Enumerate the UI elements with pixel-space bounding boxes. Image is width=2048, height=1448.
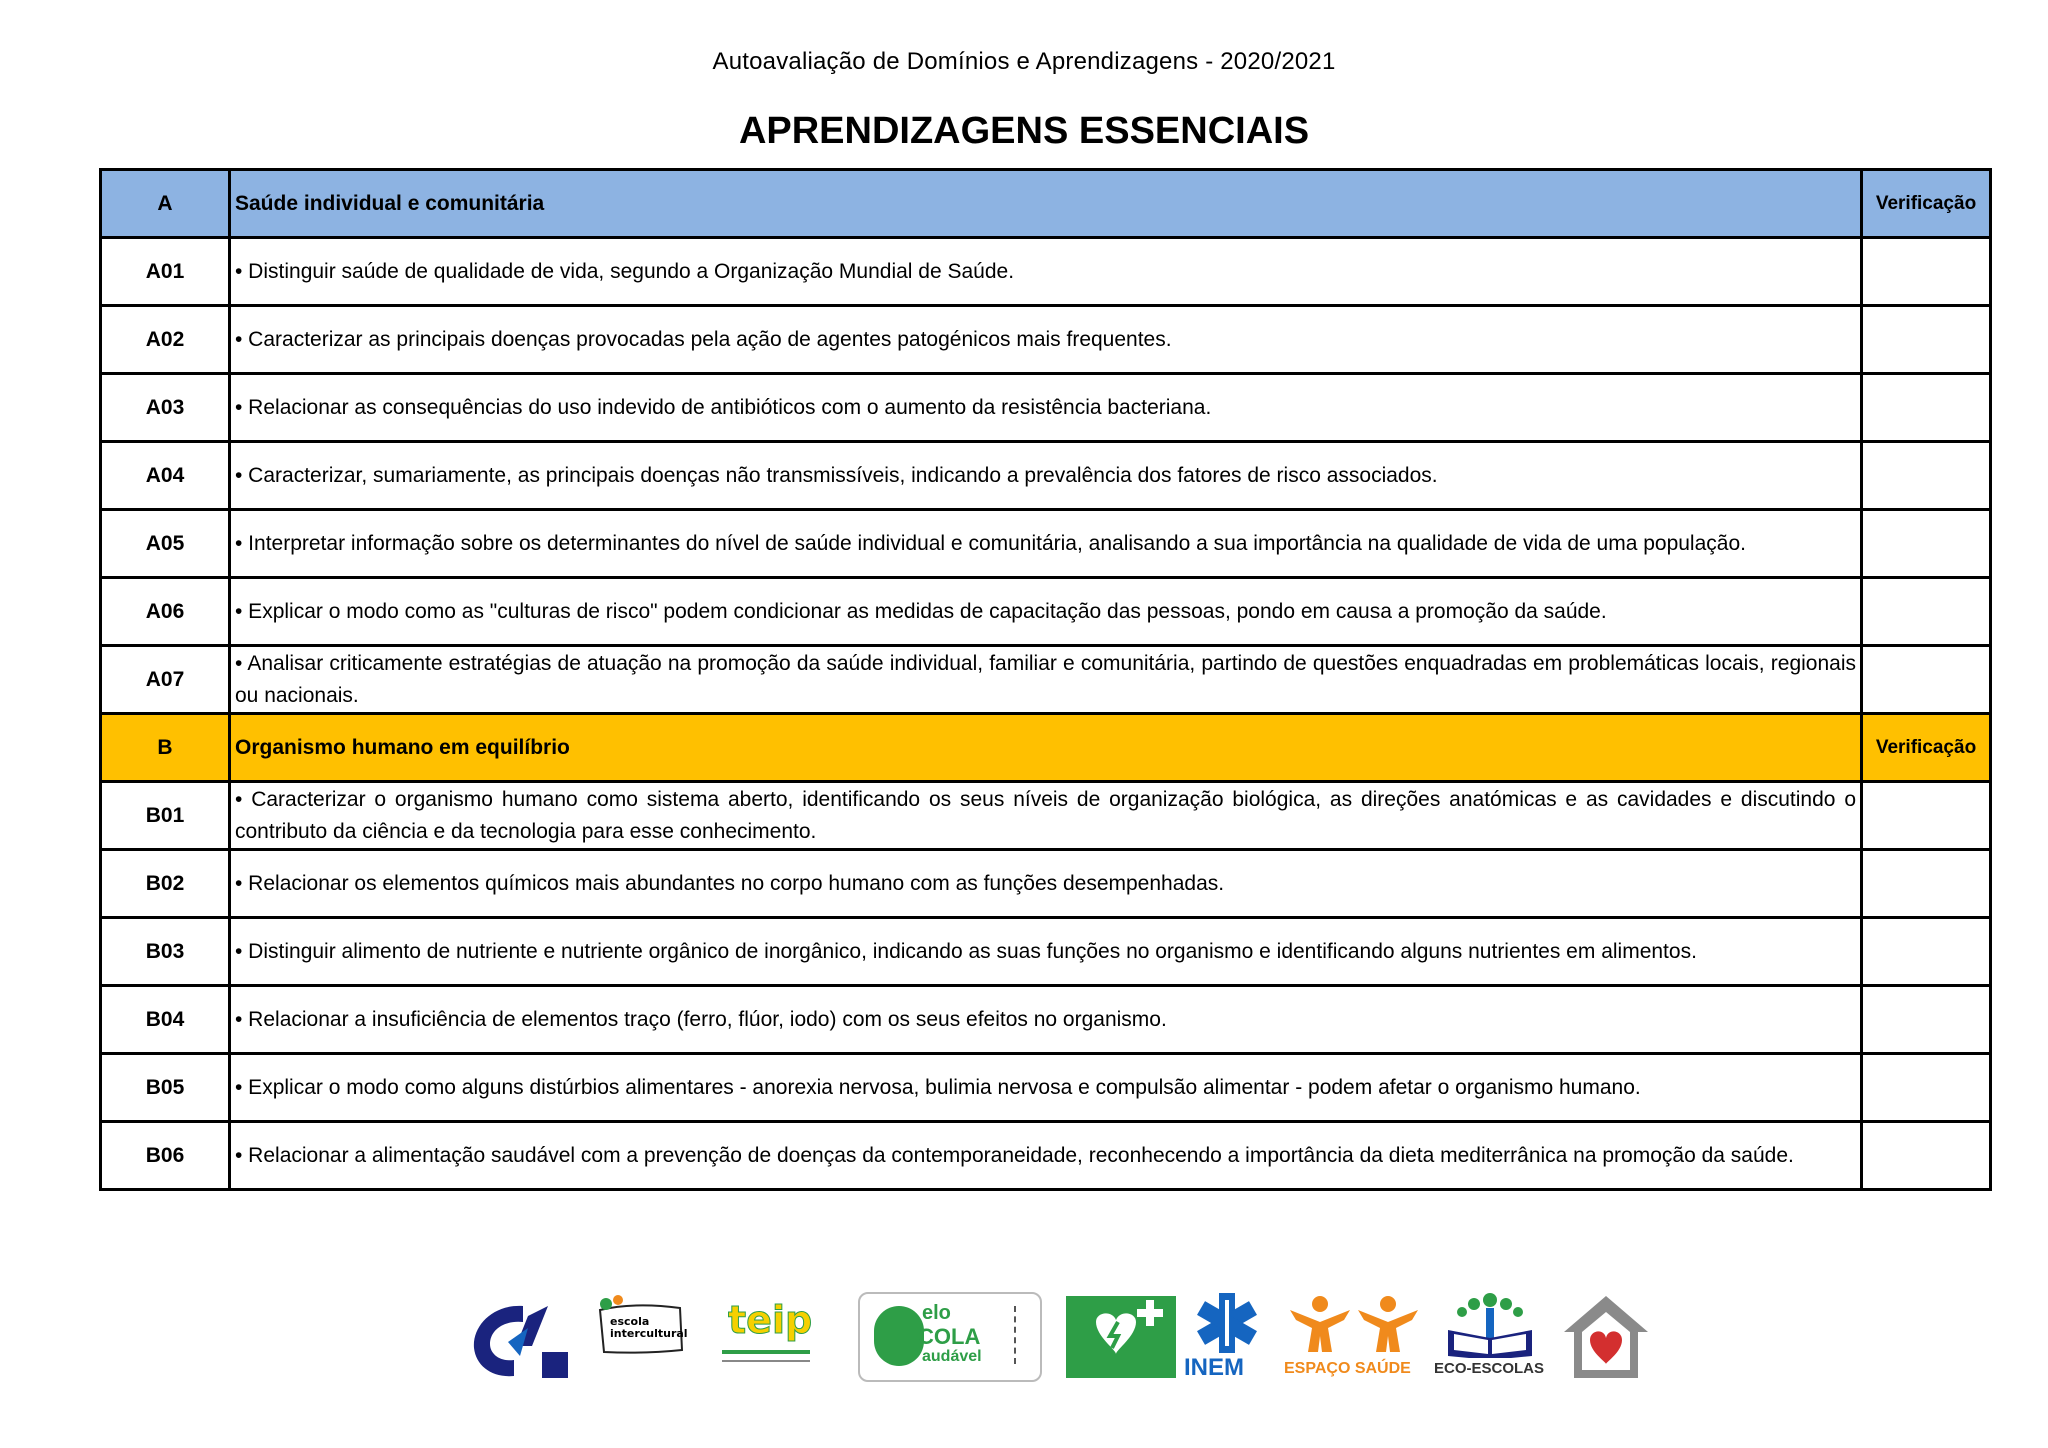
table-row	[101, 374, 1991, 442]
escola-intercultural-logo: escola intercultural	[594, 1290, 690, 1380]
verification-cell[interactable]	[1862, 510, 1991, 578]
table-row	[101, 782, 1991, 850]
house-heart-icon	[1560, 1292, 1652, 1382]
item-description: • Caracterizar, sumariamente, as principais doenças não transmissíveis, indicando a prevalência dos fatores de risco associados.	[230, 442, 1862, 510]
verification-cell[interactable]	[1862, 918, 1991, 986]
section-title: Saúde individual e comunitária	[230, 170, 1862, 238]
table-row	[101, 646, 1991, 714]
item-description: • Distinguir alimento de nutriente e nutriente orgânico de inorgânico, indicando as suas funções no organismo e identificando alguns nutrientes em alimentos.	[230, 918, 1862, 986]
learning-table	[99, 168, 1992, 1191]
item-description: • Relacionar a alimentação saudável com a prevenção de doenças da contemporaneidade, reconhecendo a importância da dieta mediterrânica na promoção da saúde.	[230, 1122, 1862, 1190]
section-title: Organismo humano em equilíbrio	[230, 714, 1862, 782]
table-row	[101, 442, 1991, 510]
verification-cell[interactable]	[1862, 646, 1991, 714]
verification-cell[interactable]	[1862, 374, 1991, 442]
item-code: A05	[101, 510, 230, 578]
item-code: B01	[101, 782, 230, 850]
item-code: A07	[101, 646, 230, 714]
inem-logo: INEM	[1180, 1290, 1274, 1382]
eco-escolas-logo: ECO-ESCOLAS	[1434, 1290, 1546, 1384]
school-group-logo	[468, 1298, 580, 1384]
section-code: B	[101, 714, 230, 782]
table-row	[101, 238, 1991, 306]
section-header-b	[101, 714, 1991, 782]
item-description: • Interpretar informação sobre os determinantes do nível de saúde individual e comunitária, analisando a sua importância na qualidade de vida de uma população.	[230, 510, 1862, 578]
verification-header: Verificação	[1862, 170, 1991, 238]
item-code: B03	[101, 918, 230, 986]
document-subtitle: Autoavaliação de Domínios e Aprendizagens - 2020/2021	[712, 48, 1336, 75]
table-row	[101, 510, 1991, 578]
table-row	[101, 1054, 1991, 1122]
item-code: A03	[101, 374, 230, 442]
item-code: A04	[101, 442, 230, 510]
star-of-life-icon	[1180, 1290, 1274, 1356]
item-description: • Relacionar a insuficiência de elementos traço (ferro, flúor, iodo) com os seus efeitos no organismo.	[230, 986, 1862, 1054]
item-code: A06	[101, 578, 230, 646]
item-description: • Caracterizar o organismo humano como sistema aberto, identificando os seus níveis de organização biológica, as direções anatómicas e as cavidades e discutindo o contributo da ciência e da tecnologia para esse conhecimento.	[230, 782, 1862, 850]
table-row	[101, 1122, 1991, 1190]
verification-cell[interactable]	[1862, 1054, 1991, 1122]
teip-logo: teip	[722, 1298, 810, 1378]
espaco-saude-logo: ESPAÇO SAÚDE	[1284, 1294, 1430, 1384]
logo-strip	[468, 1290, 1658, 1390]
selo-escola-saudavel-logo: elo COLA audável	[858, 1292, 1042, 1382]
verification-cell[interactable]	[1862, 782, 1991, 850]
table-row	[101, 306, 1991, 374]
verification-cell[interactable]	[1862, 850, 1991, 918]
item-code: A02	[101, 306, 230, 374]
section-header-a	[101, 170, 1991, 238]
section-code: A	[101, 170, 230, 238]
tree-book-icon	[1434, 1290, 1546, 1358]
verification-cell[interactable]	[1862, 238, 1991, 306]
item-description: • Distinguir saúde de qualidade de vida, segundo a Organização Mundial de Saúde.	[230, 238, 1862, 306]
verification-cell[interactable]	[1862, 578, 1991, 646]
verification-cell[interactable]	[1862, 442, 1991, 510]
verification-cell[interactable]	[1862, 986, 1991, 1054]
item-description: • Caracterizar as principais doenças provocadas pela ação de agentes patogénicos mais frequentes.	[230, 306, 1862, 374]
verification-cell[interactable]	[1862, 1122, 1991, 1190]
table-row	[101, 578, 1991, 646]
defibrillator-icon	[1066, 1292, 1176, 1378]
verification-header: Verificação	[1862, 714, 1991, 782]
item-code: B04	[101, 986, 230, 1054]
item-description: • Relacionar os elementos químicos mais abundantes no corpo humano com as funções desempenhadas.	[230, 850, 1862, 918]
verification-cell[interactable]	[1862, 306, 1991, 374]
item-description: • Relacionar as consequências do uso indevido de antibióticos com o aumento da resistência bacteriana.	[230, 374, 1862, 442]
item-description: • Explicar o modo como as "culturas de risco" podem condicionar as medidas de capacitação das pessoas, pondo em causa a promoção da saúde.	[230, 578, 1862, 646]
item-code: B06	[101, 1122, 230, 1190]
item-description: • Explicar o modo como alguns distúrbios alimentares - anorexia nervosa, bulimia nervosa e compulsão alimentar - podem afetar o organismo humano.	[230, 1054, 1862, 1122]
item-description: • Analisar criticamente estratégias de atuação na promoção da saúde individual, familiar e comunitária, partindo de questões enquadradas em problemáticas locais, regionais ou nacionais.	[230, 646, 1862, 714]
table-row	[101, 986, 1991, 1054]
people-icon	[1284, 1294, 1430, 1356]
item-code: B05	[101, 1054, 230, 1122]
table-row	[101, 850, 1991, 918]
item-code: A01	[101, 238, 230, 306]
item-code: B02	[101, 850, 230, 918]
document-title: APRENDIZAGENS ESSENCIAIS	[738, 110, 1310, 152]
table-row	[101, 918, 1991, 986]
